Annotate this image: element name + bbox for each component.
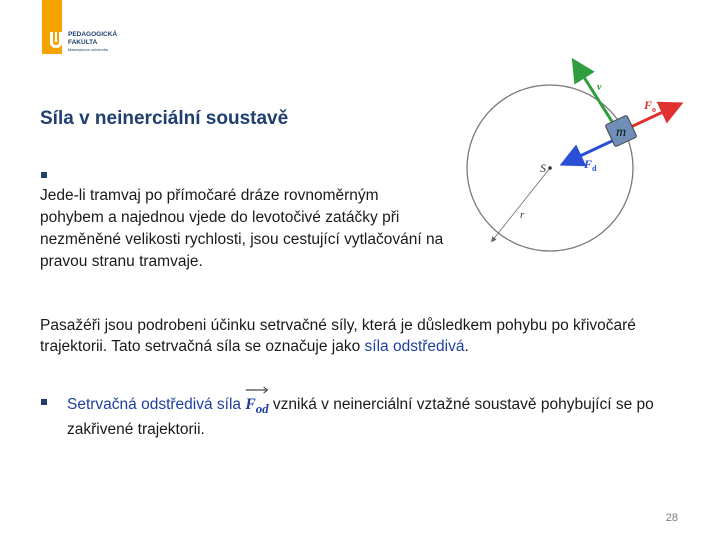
- fd-label: [583, 157, 597, 173]
- para2-end: .: [464, 338, 469, 355]
- bullet-square-icon: [41, 172, 47, 178]
- force-symbol-fod: [245, 392, 268, 419]
- paragraph-centrifugal-definition: [67, 392, 687, 440]
- logo-line-1: PEDAGOGICKÁ: [68, 31, 118, 38]
- page-number: 28: [665, 512, 678, 524]
- fo-subscript: o: [652, 105, 657, 114]
- fd-subscript: d: [592, 164, 597, 173]
- centrifugal-force-term: síla odstředivá: [364, 338, 465, 355]
- logo-bar: [42, 0, 62, 54]
- fod-subscript: od: [255, 401, 269, 417]
- center-point: [548, 166, 552, 170]
- para2-text: Pasažéři jsou podrobeni účinku setrvačné síly, která je důsledkem pohybu po křivočaré trajektorii. Tato setrvačná síla se označuje jako: [40, 317, 636, 355]
- logo-text: [68, 31, 117, 46]
- radius-line: [492, 168, 550, 241]
- fod-letter: F: [245, 396, 256, 413]
- definition-term: Setrvačná odstředivá síla: [67, 396, 242, 413]
- fd-letter: F: [584, 157, 593, 171]
- fo-letter: F: [644, 98, 653, 112]
- faculty-logo: [38, 0, 138, 62]
- slide-title: Síla v neinerciální soustavě: [40, 108, 289, 129]
- logo-subtitle: Masarykova univerzita: [68, 47, 108, 52]
- velocity-arrow: [575, 63, 618, 131]
- paragraph-tram: Jede-li tramvaj po přímočaré dráze rovnoměrným pohybem a najednou vjede do levotočivé zatáčky při nezměněné velikosti rychlosti, jsou cestující vytlačování na pravou stranu tramvaje.: [40, 187, 444, 270]
- center-label: S: [540, 161, 546, 175]
- mass-label: m: [615, 125, 627, 140]
- definition-rest: vzniká v neinerciální vztažné soustavě pohybující se po zakřivené trajektorii.: [67, 396, 654, 439]
- university-emblem-icon: [49, 31, 63, 49]
- velocity-label: v: [597, 82, 602, 93]
- bullet-square-icon: [41, 399, 47, 405]
- radius-label: r: [520, 209, 525, 221]
- vector-arrow-icon: [245, 386, 268, 394]
- paragraph-inertial-force: [40, 315, 680, 357]
- fo-label: [643, 98, 656, 114]
- logo-line-2: FAKULTA: [68, 38, 98, 46]
- circular-motion-diagram: [448, 55, 684, 265]
